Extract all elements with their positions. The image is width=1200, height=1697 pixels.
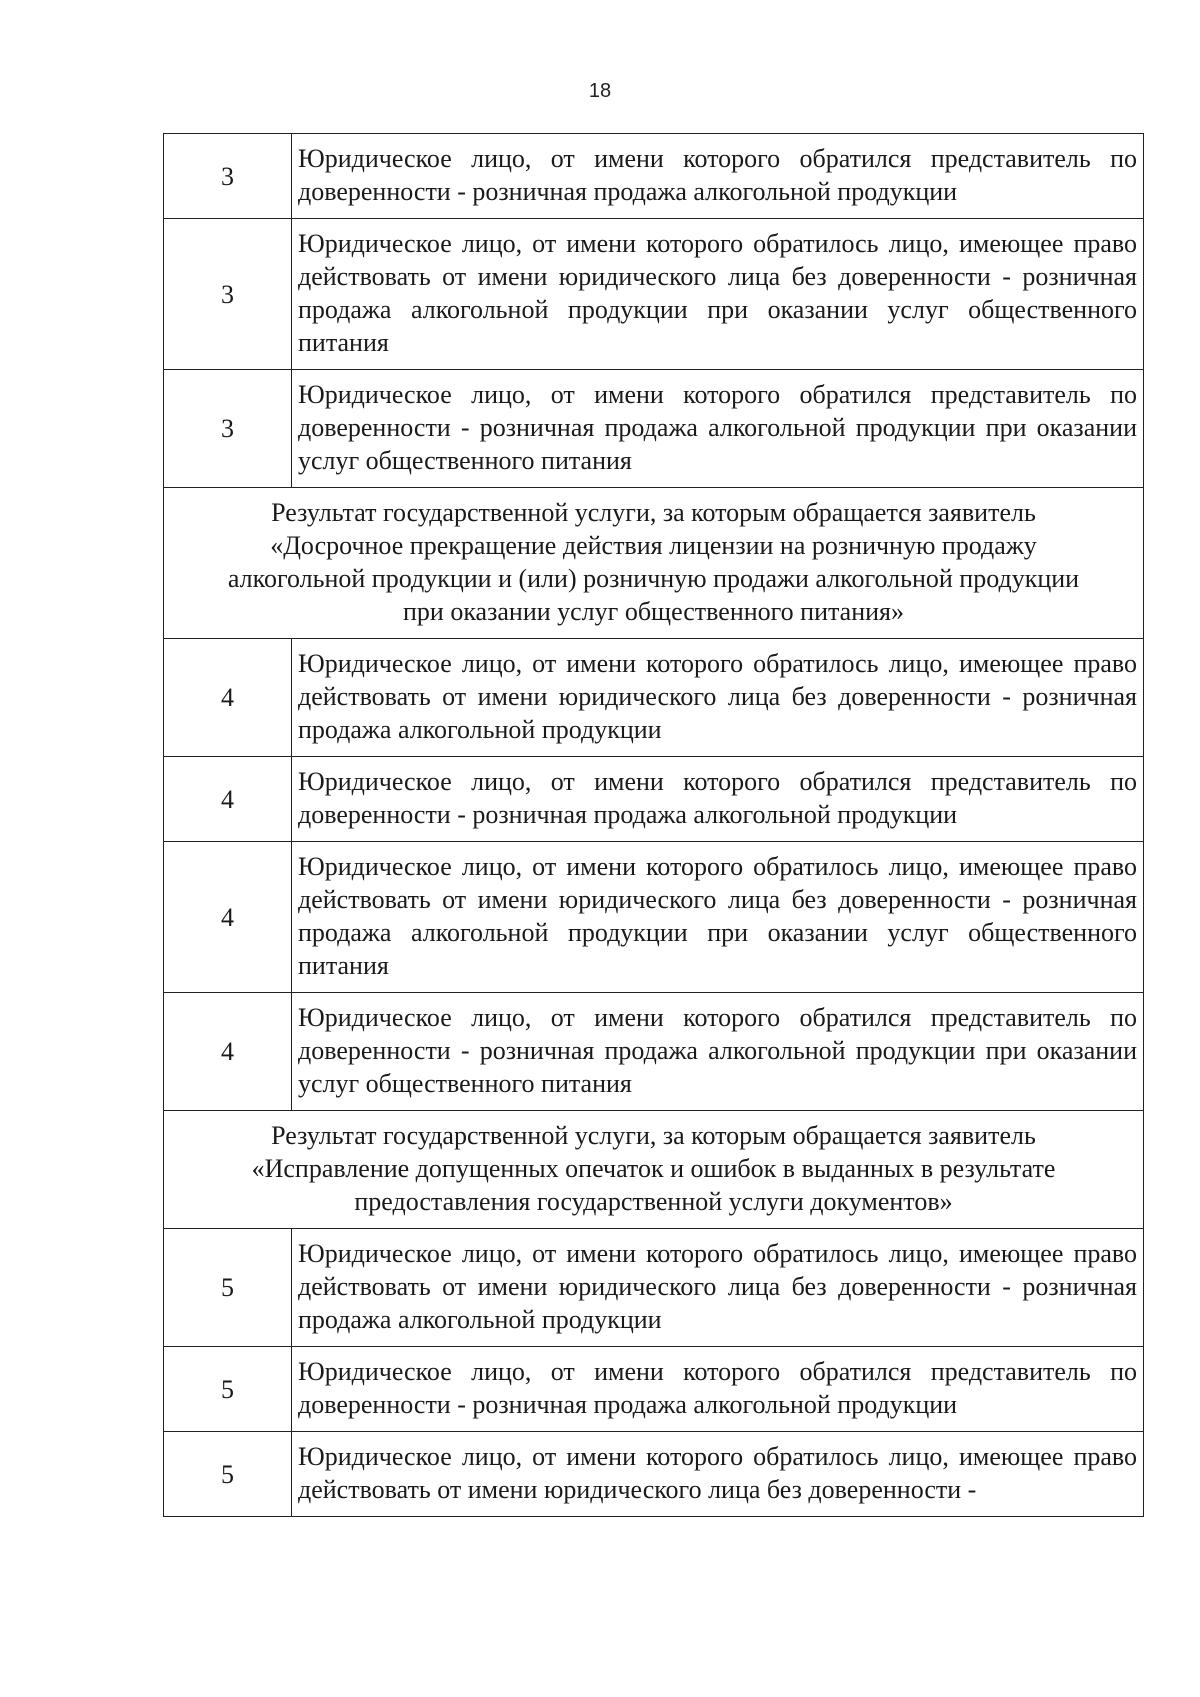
applicant-description: Юридическое лицо, от имени которого обратился представитель по доверенности - розничная продажа алкогольной продукции bbox=[292, 757, 1144, 842]
variant-number: 5 bbox=[164, 1347, 292, 1432]
variant-number: 4 bbox=[164, 639, 292, 757]
applicant-variants-table bbox=[163, 133, 1144, 1517]
page-number: 18 bbox=[588, 80, 612, 102]
table-row bbox=[164, 842, 1144, 993]
variant-number: 3 bbox=[164, 219, 292, 370]
applicant-description: Юридическое лицо, от имени которого обратилось лицо, имеющее право действовать от имени юридического лица без доверенности - розничная продажа алкогольной продукции при оказании услуг общественного питания bbox=[292, 842, 1144, 993]
applicant-description: Юридическое лицо, от имени которого обратился представитель по доверенности - розничная продажа алкогольной продукции bbox=[292, 134, 1144, 219]
applicant-description: Юридическое лицо, от имени которого обратилось лицо, имеющее право действовать от имени юридического лица без доверенности - розничная продажа алкогольной продукции bbox=[292, 639, 1144, 757]
applicant-description: Юридическое лицо, от имени которого обратилось лицо, имеющее право действовать от имени юридического лица без доверенности - bbox=[292, 1432, 1144, 1517]
section-heading-line: при оказании услуг общественного питания» bbox=[402, 597, 905, 626]
section-header-row bbox=[164, 488, 1144, 639]
section-heading-line: Результат государственной услуги, за которым обращается заявитель bbox=[271, 498, 1036, 527]
variant-number: 4 bbox=[164, 993, 292, 1111]
applicant-description: Юридическое лицо, от имени которого обратилось лицо, имеющее право действовать от имени юридического лица без доверенности - розничная продажа алкогольной продукции bbox=[292, 1229, 1144, 1347]
variant-number: 3 bbox=[164, 134, 292, 219]
variant-number: 4 bbox=[164, 842, 292, 993]
table-row bbox=[164, 757, 1144, 842]
service-result-heading bbox=[164, 1111, 1144, 1229]
variant-number: 3 bbox=[164, 370, 292, 488]
section-header-row bbox=[164, 1111, 1144, 1229]
table-row bbox=[164, 639, 1144, 757]
applicant-description: Юридическое лицо, от имени которого обратился представитель по доверенности - розничная продажа алкогольной продукции bbox=[292, 1347, 1144, 1432]
applicant-description: Юридическое лицо, от имени которого обратился представитель по доверенности - розничная продажа алкогольной продукции при оказании услуг общественного питания bbox=[292, 993, 1144, 1111]
section-heading-line: Результат государственной услуги, за которым обращается заявитель bbox=[271, 1121, 1036, 1150]
service-result-heading bbox=[164, 488, 1144, 639]
variant-number: 5 bbox=[164, 1229, 292, 1347]
section-heading-line: «Исправление допущенных опечаток и ошибок в выданных в результате bbox=[251, 1154, 1056, 1183]
section-heading-line: алкогольной продукции и (или) розничную продажи алкогольной продукции bbox=[227, 564, 1080, 593]
table-row bbox=[164, 219, 1144, 370]
applicant-description: Юридическое лицо, от имени которого обратился представитель по доверенности - розничная продажа алкогольной продукции при оказании услуг общественного питания bbox=[292, 370, 1144, 488]
applicant-description: Юридическое лицо, от имени которого обратилось лицо, имеющее право действовать от имени юридического лица без доверенности - розничная продажа алкогольной продукции при оказании услуг общественного питания bbox=[292, 219, 1144, 370]
section-heading-line: предоставления государственной услуги документов» bbox=[354, 1187, 953, 1216]
variant-number: 5 bbox=[164, 1432, 292, 1517]
table-row bbox=[164, 1432, 1144, 1517]
table-row bbox=[164, 1229, 1144, 1347]
table-row bbox=[164, 1347, 1144, 1432]
section-heading-line: «Досрочное прекращение действия лицензии на розничную продажу bbox=[270, 531, 1037, 560]
variant-number: 4 bbox=[164, 757, 292, 842]
table-row bbox=[164, 134, 1144, 219]
table-row bbox=[164, 370, 1144, 488]
table-row bbox=[164, 993, 1144, 1111]
